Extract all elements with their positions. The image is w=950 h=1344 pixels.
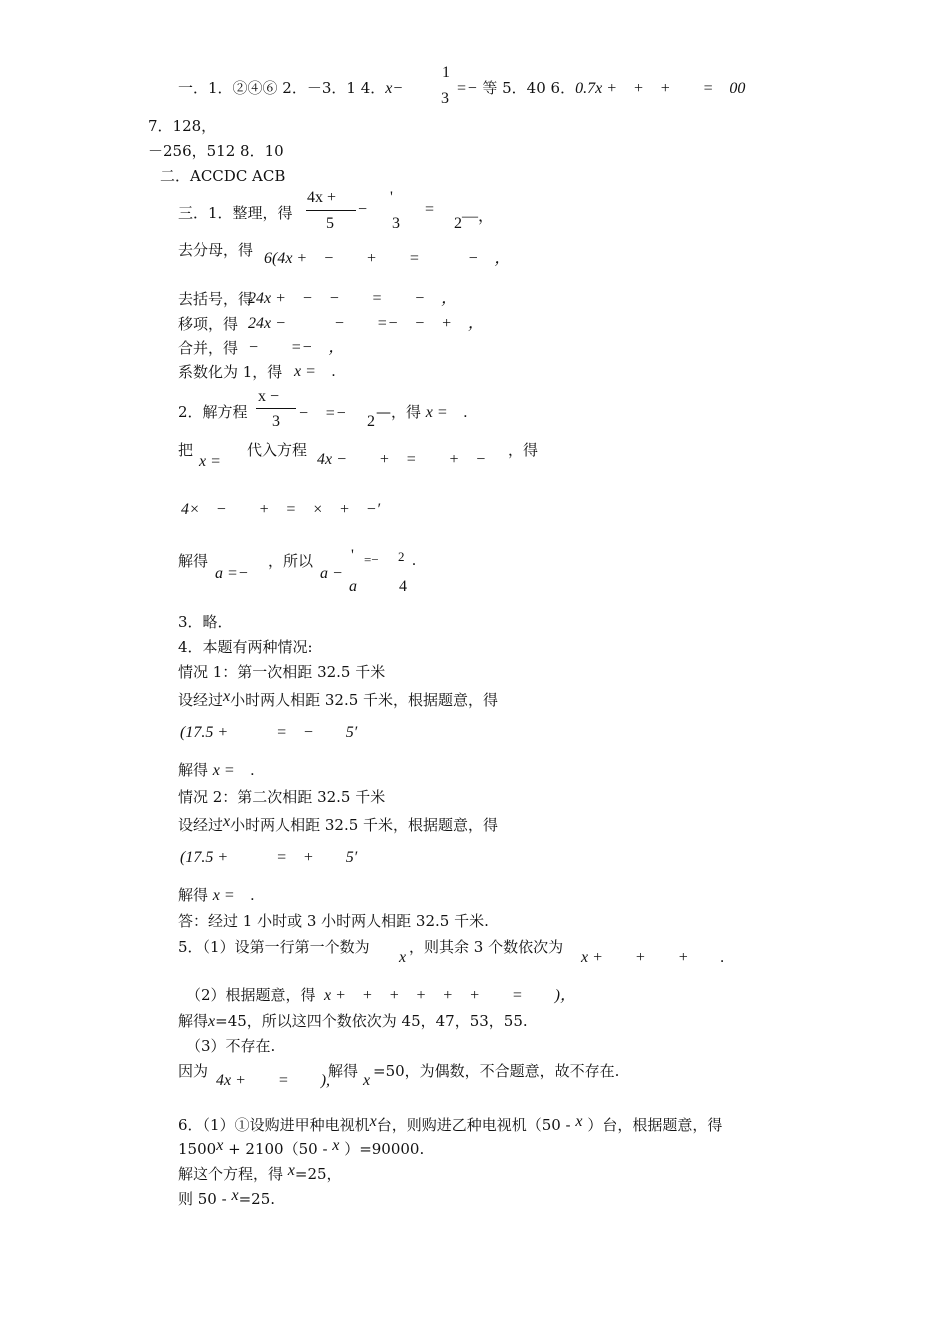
q6-text: ）=90000. (344, 1140, 425, 1158)
solution-label: 解得 (178, 886, 209, 904)
q1-fraction-3-den: 2 (454, 215, 462, 232)
q6-text: 则 50 - (178, 1190, 227, 1208)
math-var: x (216, 1137, 224, 1154)
math-var: x (223, 688, 231, 705)
q6-line2 (178, 1136, 424, 1159)
q1-step4-label: 合并，得 (178, 339, 239, 357)
q1-step5-expr: x = . (294, 363, 336, 380)
q5-part1-x: x (399, 949, 407, 966)
q4-intro: 4．本题有两种情况: (178, 638, 313, 656)
answer-text: 一．1．②④⑥ 2．－3．1 4． (178, 79, 386, 97)
q6-text: ）台，根据题意，得 (587, 1116, 723, 1134)
math-var: x (332, 1137, 340, 1154)
fraction-denominator: 3 (441, 90, 449, 107)
q2-fraction2-den: 2 (367, 413, 375, 430)
math-var: x (575, 1113, 583, 1130)
q4-case2-equation: (17.5 + = + 5′ (180, 849, 358, 866)
q1-step3-label: 移项，得 (178, 315, 239, 333)
q2-sub-x: x = (199, 453, 221, 470)
q5-part2-a: （2）根据题意，得 (186, 986, 316, 1004)
q6-text: + 2100（50 - (228, 1140, 328, 1158)
q2-sol-expr: a − (320, 565, 343, 582)
q1-step1-expr: 6(4x + − + = − ， (264, 250, 511, 267)
q5-part1-b: ，则其余 3 个数依次为 (409, 938, 564, 956)
math-var: x (208, 1013, 216, 1030)
q1-step5-label: 系数化为 1，得 (178, 363, 283, 381)
math-var: x (223, 813, 231, 830)
math-var: x (231, 1187, 239, 1204)
q1-fraction-2-den: 3 (392, 215, 400, 232)
q5-part3-conclusion: =50，为偶数，不合题意，故不存在. (373, 1062, 620, 1080)
q6-text: 1500 (178, 1140, 217, 1158)
setup-text: 小时两人相距 32.5 千米，根据题意，得 (230, 816, 499, 834)
q5-part2-solution (178, 1011, 528, 1032)
solution-label: 解得 (178, 761, 209, 779)
fraction-numerator: 1 (442, 64, 450, 81)
math-var: x (287, 1162, 295, 1179)
answer-line-3: －256，512 8．10 (148, 142, 284, 160)
q2-sol-num: ' (351, 547, 354, 564)
q1-step3-expr: 24x − − =− − + ， (248, 315, 484, 332)
q2-sol-den: a (349, 578, 357, 595)
q2-sol-num2: 2 (398, 549, 405, 564)
answer-line-2: 7．128， (148, 117, 217, 135)
math-expr: 0.7x + + + = 00 (575, 80, 746, 97)
q2-sol-mid: ，所以 (268, 552, 314, 570)
answer-text: 等 5．40 6． (482, 79, 576, 97)
q5-part3-because: 因为 (178, 1062, 209, 1080)
q2-line2: 4× − + = × + −′ (181, 501, 381, 518)
q1-fraction-1-den: 5 (326, 215, 334, 232)
q2-sub-mid: 代入方程 (247, 441, 308, 459)
q4-case1-solution (178, 760, 255, 781)
q5-part2-expr: x + + + + + + = )， (324, 987, 577, 1004)
answer-line-1b (456, 78, 745, 99)
q1-step4-expr: − =− ， (248, 339, 345, 356)
q2-fraction-den: 3 (272, 413, 280, 430)
q5-part1-a: 5．（1）设第一行第一个数为 (178, 938, 370, 956)
setup-text: 设经过 (178, 691, 224, 709)
q2-fraction-num: x − (258, 388, 280, 405)
answer-line-1 (178, 78, 403, 99)
solution-label: 解得 (178, 1012, 209, 1030)
q1-step2-expr: 24x + − − = − ， (248, 290, 458, 307)
fraction-bar (256, 408, 296, 409)
q2-sol-label: 解得 (178, 552, 209, 570)
q4-case1-equation: (17.5 + = − 5′ (180, 724, 358, 741)
q1-fraction-2-num: ' (390, 189, 393, 206)
equals-sign: = (425, 201, 435, 218)
q4-case2-setup (178, 812, 498, 835)
math-expr: x = . (212, 762, 255, 779)
math-expr: x = . (212, 887, 255, 904)
setup-text: 设经过 (178, 816, 224, 834)
q6-line3 (178, 1161, 342, 1184)
q6-text: 6．（1）①设购进甲种电视机 (178, 1116, 370, 1134)
q1-step2-label: 去括号，得 (178, 290, 254, 308)
q5-part3: （3）不存在. (186, 1037, 276, 1055)
q6-line4 (178, 1186, 275, 1209)
math-var: x (369, 1113, 377, 1130)
q2-sub-eq: 4x − + = + − (317, 451, 487, 468)
solution-text: =45，所以这四个数依次为 45，47，53，55. (215, 1012, 528, 1030)
q2-end-text: —，得 (376, 403, 422, 421)
q6-text: =25， (294, 1165, 342, 1183)
q2-intro: 2．解方程 (178, 403, 248, 421)
q1-step1-label: 去分母，得 (178, 241, 254, 259)
q1-fraction-1-num: 4x + (307, 189, 337, 206)
q6-text: =25. (238, 1190, 276, 1208)
fraction-bar (306, 210, 356, 211)
q6-line1 (178, 1112, 722, 1135)
q6-text: 解这个方程，得 (178, 1165, 284, 1183)
q1-intro: 三．1．整理，得 (178, 204, 293, 222)
minus-sign: − (358, 201, 368, 218)
q1-end: —， (462, 208, 495, 225)
q2-sol-end: . (412, 552, 416, 569)
q3-text: 3．略． (178, 613, 233, 631)
q5-part1-expr: x + + + . (581, 949, 725, 966)
math-expr: x = . (425, 404, 468, 421)
q4-case2-title: 情况 2：第二次相距 32.5 千米 (178, 788, 386, 806)
q2-sub-end: ，得 (508, 441, 539, 459)
q2-sol-a: a =− (215, 565, 249, 582)
math-expr: x− (385, 80, 404, 97)
setup-text: 小时两人相距 32.5 千米，根据题意，得 (230, 691, 499, 709)
q5-part3-solve: 解得 (328, 1062, 359, 1080)
q2-mid: − =− (298, 405, 347, 422)
section-2-answers: 二．ACCDC ACB (160, 167, 286, 185)
q2-sub-label: 把 (178, 441, 194, 459)
q4-case1-setup (178, 687, 498, 710)
math-expr: =− (456, 80, 478, 97)
q6-text: 台，则购进乙种电视机（50 - (376, 1116, 571, 1134)
q2-sol-eq: =− (364, 552, 379, 567)
q4-case2-solution (178, 885, 255, 906)
q4-case1-title: 情况 1：第一次相距 32.5 千米 (178, 663, 386, 681)
q2-end (376, 402, 468, 423)
q5-part3-x: x (363, 1072, 371, 1089)
q2-sol-den2: 4 (399, 578, 407, 595)
q5-part3-expr: 4x + = ), (216, 1072, 331, 1089)
q4-answer: 答：经过 1 小时或 3 小时两人相距 32.5 千米. (178, 912, 489, 930)
